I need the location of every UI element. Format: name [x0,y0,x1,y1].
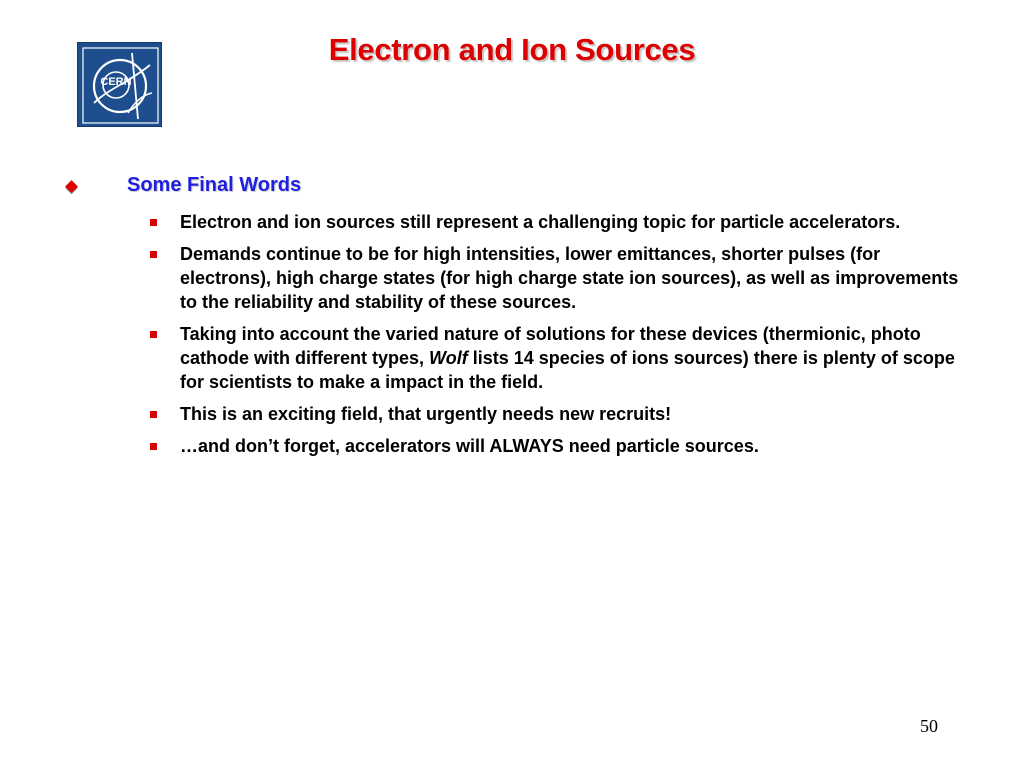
bullet-item [150,402,970,426]
square-bullet-icon [150,443,157,450]
square-bullet-icon [150,251,157,258]
emphasis-author: Wolf [429,348,468,368]
bullet-text: Electron and ion sources still represent a challenging topic for particle accelerators. [180,212,901,232]
bullet-text-before: Taking into account the varied nature of solutions for these devices (thermionic, photo cathode with different types, [180,324,921,368]
diamond-bullet-icon [65,180,78,193]
bullet-item [150,210,970,234]
slide-title: Electron and Ion Sources [328,32,696,67]
bullet-list [150,210,970,466]
page-number: 50 [920,716,938,736]
bullet-text [180,322,970,394]
bullet-item [150,434,970,458]
cern-logo-text: CERN [100,76,132,88]
bullet-text: This is an exciting field, that urgently needs new recruits! [180,404,672,424]
bullet-text-after: lists 14 species of ions sources) there is plenty of scope for scientists to make a impact in the field. [180,348,955,392]
bullet-item [150,322,970,394]
bullet-item [150,242,970,314]
section-heading: Some Final Words [127,174,302,196]
square-bullet-icon [150,411,157,418]
square-bullet-icon [150,219,157,226]
square-bullet-icon [150,331,157,338]
bullet-text: Demands continue to be for high intensities, lower emittances, shorter pulses (for electrons), high charge states (for high charge state ion sources), as well as improvements to the reliability and stability of these sources. [180,244,959,312]
bullet-text: …and don’t forget, accelerators will ALWAYS need particle sources. [180,436,759,456]
